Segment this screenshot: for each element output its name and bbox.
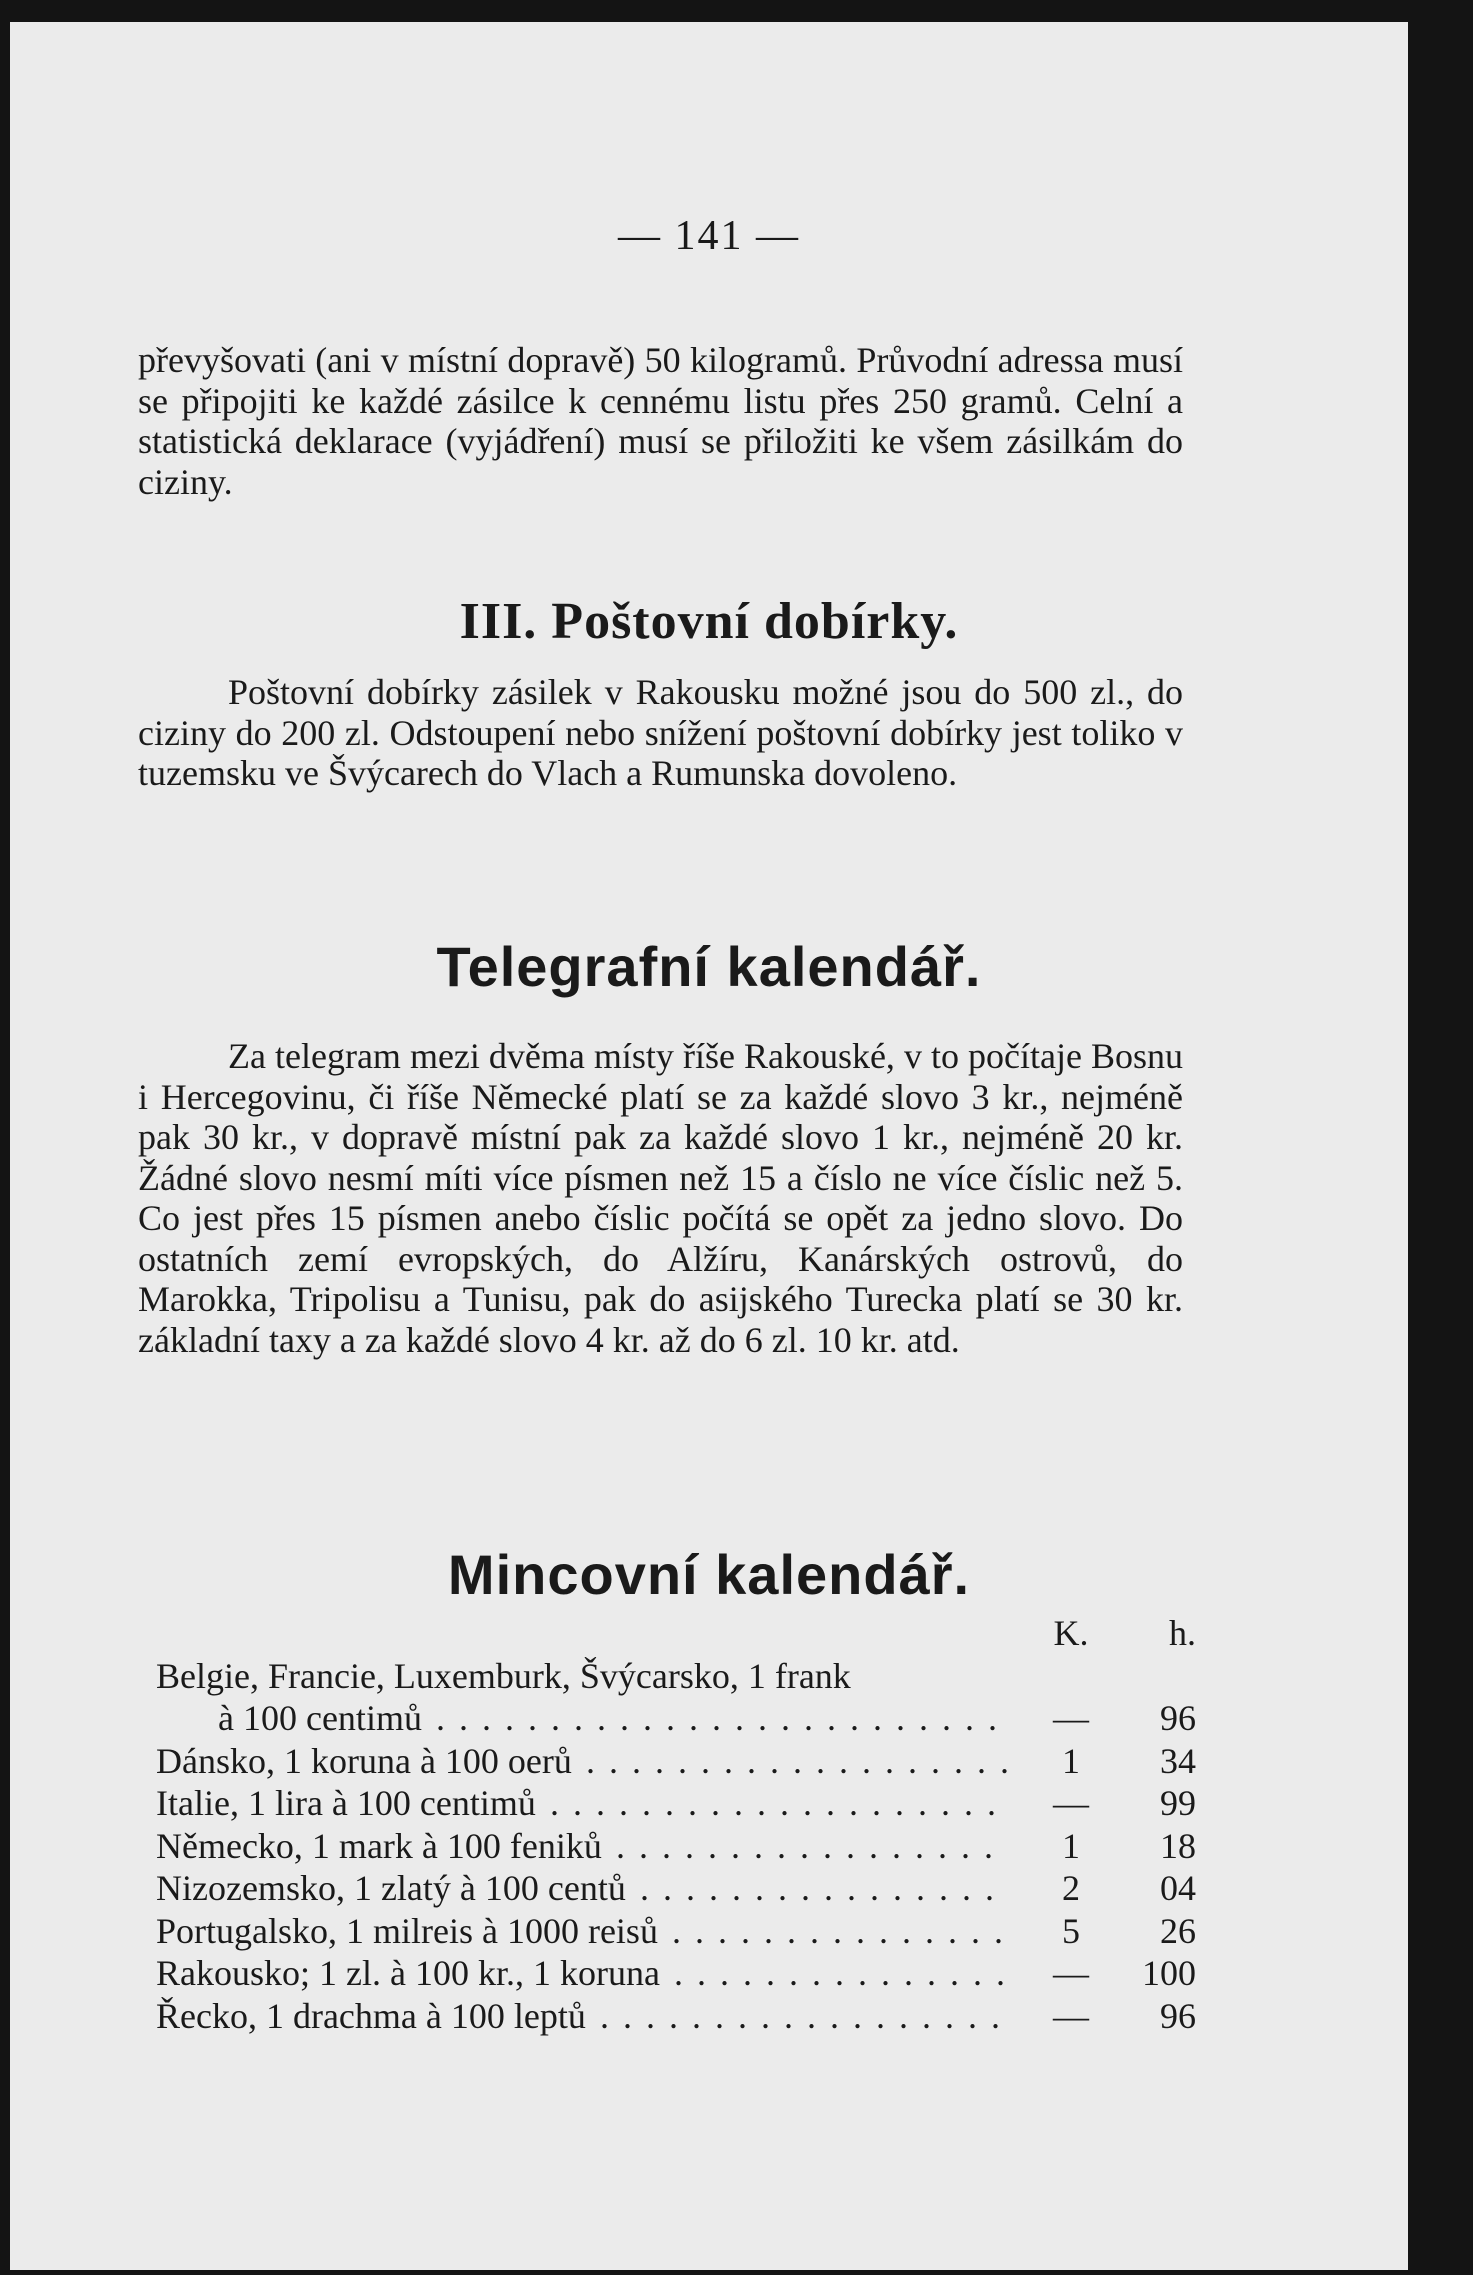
coin-row-label: à 100 centimů [218,1698,422,1738]
coin-table [156,1612,1196,2037]
coin-row-h: 96 [1160,1995,1196,2036]
dot-leader: ......................... [436,1698,1011,1738]
coin-row-k: 5 [1062,1910,1080,1951]
intro-text: převyšovati (ani v místní dopravě) 50 kilogramů. Průvodní adressa musí se připojiti ke každé zásilce k cennému listu přes 250 gramů. Celní a statistická deklarace (vyjádření) musí se přiložiti ke všem zásilkám do ciziny. [138,340,1183,502]
document-page [10,22,1408,2270]
coin-row-label: Italie, 1 lira à 100 centimů [156,1783,536,1823]
coin-row-label: Řecko, 1 drachma à 100 leptů [156,1995,586,2036]
dot-leader: ................. [616,1825,1007,1866]
coin-row-h: 99 [1160,1783,1196,1823]
coin-rows [156,1697,1196,2037]
dot-leader: .................... [550,1783,1010,1823]
coin-row-k: 1 [1062,1740,1080,1781]
coin-row [156,1910,1196,1953]
coin-row [156,1995,1196,2038]
coin-row [156,1825,1196,1868]
coin-table-header [156,1612,1196,1655]
coin-row-h: 34 [1160,1740,1196,1781]
telegraph-text: Za telegram mezi dvěma místy říše Rakouské, v to počítaje Bosnu i Hercegovinu, či říše Německé platí se za každé slovo 3 kr., nejméně pak 30 kr., v dopravě místní pak za každé slovo 1 kr., nejméně 20 kr. Žádné slovo nesmí míti více písmen než 15 a číslo ne více číslic než 5. Co jest přes 15 písmen anebo číslic počítá se opět za jedno slovo. Do ostatních zemí evropských, do Alžíru, Kanárských ostrovů, do Marokka, Tripolisu a Tunisu, pak do asijského Turecka platí se 30 kr. základní taxy a za každé slovo 4 kr. až do 6 zl. 10 kr. atd. [138,1036,1183,1360]
coin-row-label: Portugalsko, 1 milreis à 1000 reisů [156,1910,658,1951]
postal-cod-text: Poštovní dobírky zásilek v Rakousku možné jsou do 500 zl., do ciziny do 200 zl. Odstoupení nebo snížení poštovní dobírky jest toliko v tuzemsku ve Švýcarech do Vlach a Rumunska dovoleno. [138,672,1183,793]
coin-row-first-line: Belgie, Francie, Luxemburk, Švýcarsko, 1 frank [156,1655,851,1696]
column-header-h: h. [1169,1613,1196,1653]
coin-row-label: Dánsko, 1 koruna à 100 oerů [156,1740,572,1781]
section-heading-telegraph: Telegrafní kalendář. [436,935,982,998]
coin-row-label: Rakousko; 1 zl. à 100 kr., 1 koruna [156,1953,660,1993]
coin-row-h: 96 [1160,1698,1196,1738]
telegraph-paragraph [138,1036,1183,1360]
coin-row [156,1867,1196,1910]
section-heading-coins: Mincovní kalendář. [447,1543,971,1606]
coin-row-k: — [1053,1995,1089,2036]
dot-leader: ................... [586,1740,1023,1781]
coin-row-h: 26 [1160,1910,1196,1951]
coin-row [156,1952,1196,1995]
coin-row-label: Nizozemsko, 1 zlatý à 100 centů [156,1868,626,1908]
coin-row [156,1697,1196,1740]
dot-leader: ............... [672,1910,1017,1951]
column-header-k: K. [1053,1613,1089,1653]
postal-cod-paragraph [138,672,1183,794]
intro-paragraph [138,340,1183,502]
section-heading-postal-cod: III. Poštovní dobírky. [459,593,959,650]
coin-row-k: — [1053,1698,1089,1738]
coin-row-h: 18 [1160,1825,1196,1866]
coin-row [156,1782,1196,1825]
coin-row-k: 1 [1062,1825,1080,1866]
coin-row-h: 100 [1142,1953,1196,1993]
coin-row-k: — [1053,1953,1089,1993]
dot-leader: .................. [600,1995,1014,2036]
dot-leader: ................ [640,1868,1008,1908]
coin-row-k: — [1053,1783,1089,1823]
coin-row-k: 2 [1062,1868,1080,1908]
coin-row [156,1740,1196,1783]
coin-row-label: Německo, 1 mark à 100 feniků [156,1825,602,1866]
page-number: — 141 — [618,213,800,259]
dot-leader: ............... [674,1953,1019,1993]
coin-row-h: 04 [1160,1868,1196,1908]
